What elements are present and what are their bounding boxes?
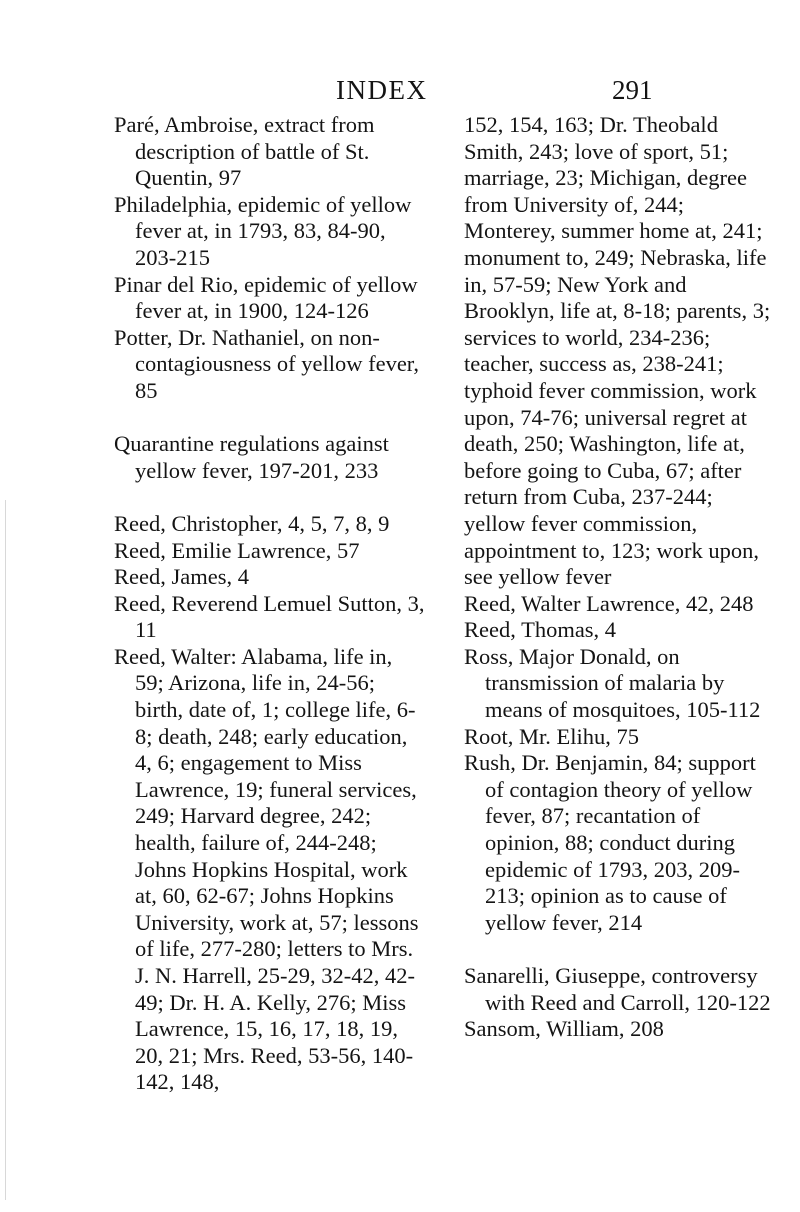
index-entry: Quarantine regulations against yellow fever, 197-201, 233 xyxy=(114,431,389,483)
index-entry: Reed, Thomas, 4 xyxy=(464,617,617,643)
index-entry: Sansom, William, 208 xyxy=(464,1016,664,1042)
running-title: INDEX xyxy=(336,75,428,105)
index-column-right xyxy=(464,112,776,1043)
index-entry: Reed, Reverend Lemuel Sutton, 3, 11 xyxy=(114,590,425,643)
index-entry: Root, Mr. Elihu, 75 xyxy=(464,723,640,749)
index-entry: Paré, Ambroise, extract from description of battle of St. Quentin, 97 xyxy=(114,112,375,191)
index-column-left xyxy=(114,112,426,1096)
index-entry: Reed, Emilie Lawrence, 57 xyxy=(114,537,360,563)
index-entry: Sanarelli, Giuseppe, controversy with Reed and Carroll, 120-122 xyxy=(464,963,771,1015)
index-entry: Reed, Walter: Alabama, life in, 59; Arizona, life in, 24-56; birth, date of, 1; college life, 6-8; death, 248; early education, 4, 6; engagement to Miss Lawrence, 19; funeral services, 249; Harvard degree, 242; health, failure of, 244-248; Johns Hopkins Hospital, work at, 60, 62-67; Johns Hopkins University, work at, 57; lessons of life, 277-280; letters to Mrs. J. N. Harrell, 25-29, 32-42, 42-49; Dr. H. A. Kelly, 276; Miss Lawrence, 15, 16, 17, 18, 19, 20, 21; Mrs. Reed, 53-56, 140-142, 148, xyxy=(114,643,419,1095)
index-entry: Reed, James, 4 xyxy=(114,564,249,590)
index-entry-continued: 152, 154, 163; Dr. Theobald Smith, 243; love of sport, 51; marriage, 23; Michigan, degree from University of, 244; Monterey, summer home at, 241; monument to, 249; Nebraska, life in, 57-59; New York and Brooklyn, life at, 8-18; parents, 3; services to world, 234-236; teacher, success as, 238-241; typhoid fever commission, work upon, 74-76; universal regret at death, 250; Washington, life at, before going to Cuba, 67; after return from Cuba, 237-244; yellow fever commission, appointment to, 123; work upon, see yellow fever xyxy=(464,112,771,590)
index-entry: Reed, Walter Lawrence, 42, 248 xyxy=(464,590,754,616)
index-entry: Philadelphia, epidemic of yellow fever at, in 1793, 83, 84-90, 203-215 xyxy=(114,191,412,270)
index-entry: Potter, Dr. Nathaniel, on non-contagiousness of yellow fever, 85 xyxy=(114,324,420,403)
index-entry: Rush, Dr. Benjamin, 84; support of contagion theory of yellow fever, 87; recantation of opinion, 88; conduct during epidemic of 1793, 203, 209-213; opinion as to cause of yellow fever, 214 xyxy=(464,750,756,935)
index-entry: Pinar del Rio, epidemic of yellow fever at, in 1900, 124-126 xyxy=(114,271,418,324)
index-entry: Ross, Major Donald, on transmission of malaria by means of mosquitoes, 105-112 xyxy=(464,643,761,723)
index-entry: Reed, Christopher, 4, 5, 7, 8, 9 xyxy=(114,510,390,536)
page-header xyxy=(0,70,800,110)
page-edge-line xyxy=(5,500,6,1200)
page-number: 291 xyxy=(612,75,653,105)
